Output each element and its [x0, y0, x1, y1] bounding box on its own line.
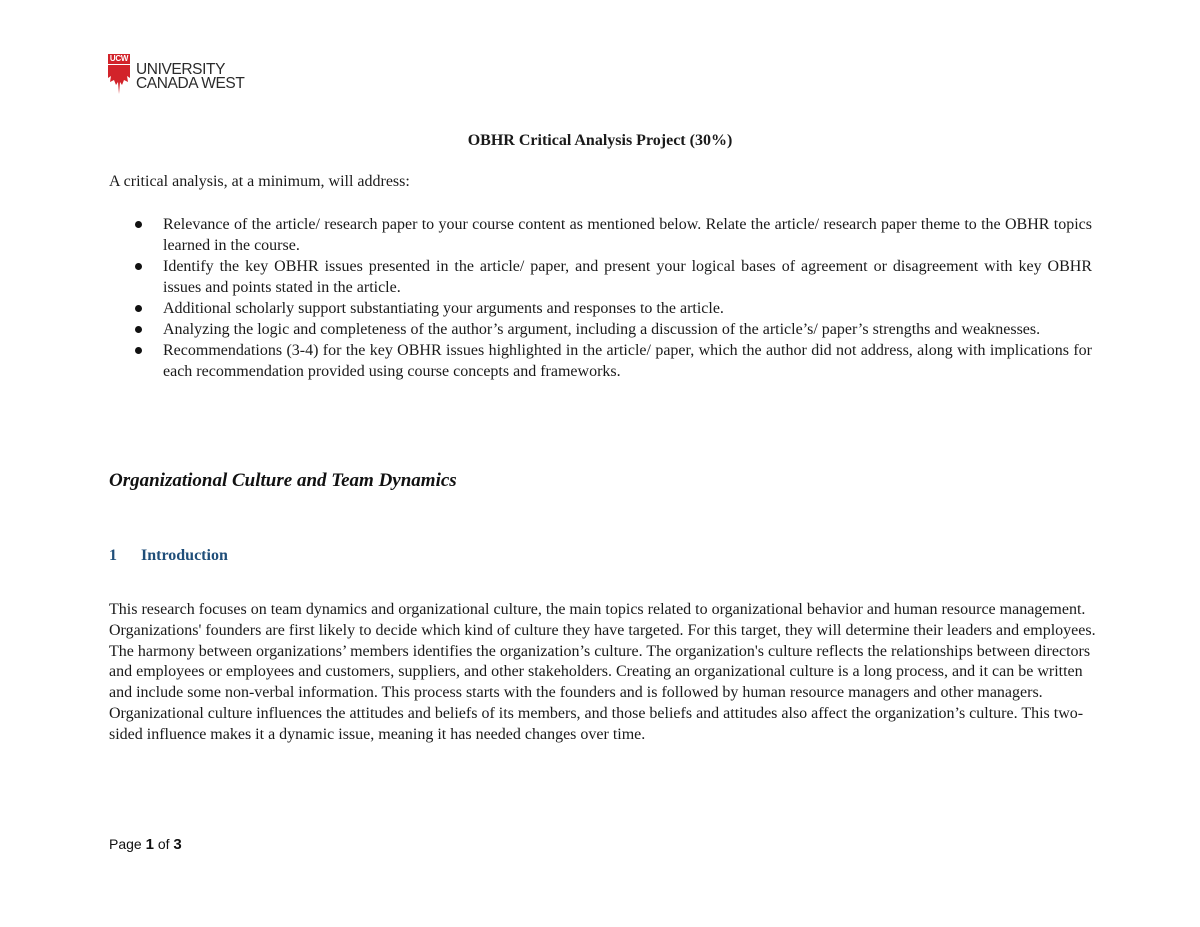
heading-text: Introduction [141, 547, 228, 564]
bullet-icon [135, 326, 142, 333]
current-page-number: 1 [145, 836, 154, 853]
heading-number: 1 [109, 547, 117, 564]
logo-wordmark [136, 63, 244, 91]
maple-leaf-icon [108, 54, 130, 94]
university-logo [108, 54, 244, 94]
logo-badge-text: UCW [109, 54, 129, 63]
document-title: OBHR Critical Analysis Project (30%) [467, 132, 733, 149]
list-item-text: Recommendations (3-4) for the key OBHR issues highlighted in the article/ paper, which the author did not address, along with implications for each recommendation provided using course concepts and frameworks. [163, 342, 1092, 380]
of-label: of [157, 836, 170, 852]
section-title: Organizational Culture and Team Dynamics [109, 470, 457, 491]
heading-introduction [109, 547, 228, 565]
page-footer [109, 836, 182, 853]
list-item [109, 319, 1092, 340]
list-item-text: Analyzing the logic and completeness of the author’s argument, including a discussion of the article’s/ paper’s strengths and weaknesses. [163, 321, 1041, 338]
list-item [109, 340, 1092, 382]
list-item [109, 214, 1092, 256]
list-item [109, 256, 1092, 298]
bullet-icon [135, 305, 142, 312]
list-item-text: Relevance of the article/ research paper to your course content as mentioned below. Relate the article/ research paper theme to the OBHR topics learned in the course. [163, 216, 1092, 254]
requirements-list [109, 214, 1092, 382]
logo-line-1: UNIVERSITY [136, 61, 226, 78]
list-item-text: Additional scholarly support substantiating your arguments and responses to the article. [163, 300, 724, 317]
total-pages-number: 3 [173, 836, 182, 853]
bullet-icon [135, 347, 142, 354]
bullet-icon [135, 221, 142, 228]
page-label: Page [109, 836, 142, 852]
intro-text: A critical analysis, at a minimum, will address: [109, 173, 410, 190]
bullet-icon [135, 263, 142, 270]
list-item [109, 298, 1092, 319]
body-paragraph: This research focuses on team dynamics and organizational culture, the main topics related to organizational behavior and human resource management. Organizations' founders are first likely to decide which kind of culture they have targeted. For this target, they will determine their leaders and employees. The harmony between organizations’ members identifies the organization’s culture. The organization's culture reflects the relationships between directors and employees or employees and customers, suppliers, and other stakeholders. Creating an organizational culture is a long process, and it can be written and include some non-verbal information. This process starts with the founders and is followed by human resource managers and other managers. Organizational culture influences the attitudes and beliefs of its members, and those beliefs and attitudes also affect the organization’s culture. This two-sided influence makes it a dynamic issue, meaning it has needed changes over time. [109, 601, 1096, 743]
logo-line-2: CANADA WEST [136, 75, 245, 92]
list-item-text: Identify the key OBHR issues presented in the article/ paper, and present your logical bases of agreement or disagreement with key OBHR issues and points stated in the article. [163, 258, 1092, 296]
